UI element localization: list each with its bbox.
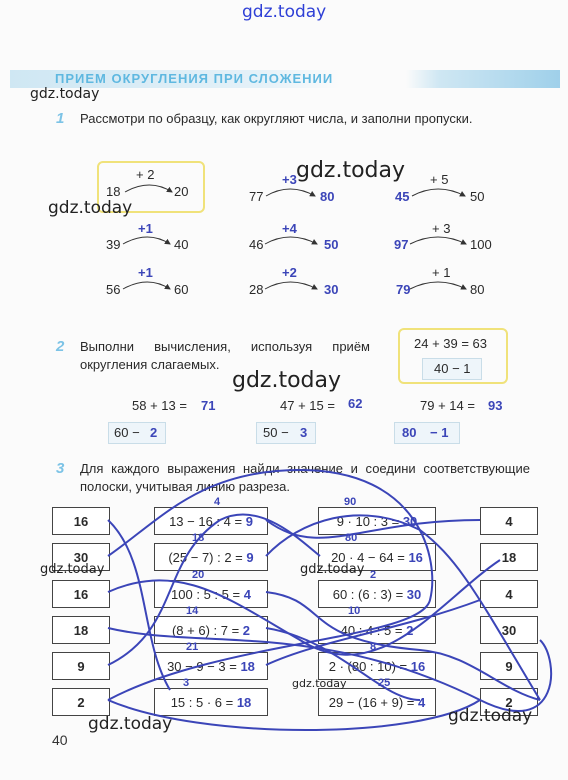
watermark: gdz.today	[30, 86, 100, 102]
answer: 4	[418, 694, 426, 710]
expression: 30 − 9 − 3 =	[167, 658, 237, 674]
expression: 9 · 10 : 3 =	[336, 513, 400, 529]
watermark: gdz.today	[296, 158, 406, 183]
hint-top: 24 + 39 = 63	[414, 336, 488, 351]
from-number: 28	[249, 282, 264, 297]
note: 14	[186, 605, 199, 617]
rounded: 80	[402, 425, 417, 440]
add-label: + 2	[136, 167, 155, 182]
answer: 18	[236, 694, 252, 710]
strip-value: 30	[73, 549, 89, 565]
expression: 100 : 5 : 5 =	[171, 586, 241, 602]
add-answer: +1	[138, 265, 153, 280]
note: 90	[344, 496, 357, 508]
note: 10	[348, 605, 361, 617]
answer: 71	[201, 398, 216, 413]
from-number: 46	[249, 237, 264, 252]
task-3-number: 3	[56, 460, 65, 477]
answer: 30	[402, 513, 418, 529]
note: 21	[186, 641, 199, 653]
rounded-answer: 2	[150, 425, 158, 440]
task-1-text: Рассмотри по образцу, как округляют числа, и заполни пропуски.	[80, 111, 473, 126]
strip-value: 18	[501, 549, 517, 565]
hint-bottom: 40 − 1	[434, 361, 471, 376]
answer: 2	[406, 622, 414, 638]
to-number: 60	[174, 282, 189, 297]
from-answer: 97	[394, 237, 409, 252]
note: 18	[192, 532, 205, 544]
answer: 30	[406, 586, 422, 602]
expression: 13 − 16 : 4 =	[169, 513, 243, 529]
add-label: + 1	[432, 265, 451, 280]
to-answer: 30	[324, 282, 339, 297]
expression: 20 · 4 − 64 =	[331, 549, 405, 565]
add-answer: +3	[282, 172, 297, 187]
answer: 62	[348, 396, 363, 411]
to-answer: 80	[320, 189, 335, 204]
note: 2	[370, 569, 377, 581]
add-answer: +4	[282, 221, 297, 236]
from-number: 56	[106, 282, 121, 297]
note: 20	[192, 569, 205, 581]
expression: 29 − (16 + 9) =	[328, 694, 415, 710]
answer: 9	[245, 513, 253, 529]
to-number: 80	[470, 282, 485, 297]
rounded-answer: 3	[300, 425, 308, 440]
task-1-number: 1	[56, 110, 65, 127]
expression: 40 : 4 : 5 =	[340, 622, 403, 638]
answer: 9	[246, 549, 254, 565]
answer: 2	[242, 622, 251, 638]
note: 8	[370, 641, 377, 653]
strip-value: 2	[505, 694, 513, 710]
from-number: 18	[106, 184, 121, 199]
watermark: gdz.today	[300, 562, 365, 577]
answer: 16	[408, 549, 423, 565]
from-number: 39	[106, 237, 121, 252]
watermark: gdz.today	[40, 562, 105, 577]
to-number: 20	[174, 184, 189, 199]
watermark: gdz.today	[292, 677, 347, 690]
watermark-top: gdz.today	[242, 2, 327, 22]
strip-value: 30	[501, 622, 517, 638]
add-label: + 5	[430, 172, 449, 187]
note: 80	[345, 532, 358, 544]
answer: 93	[488, 398, 503, 413]
watermark: gdz.today	[48, 198, 133, 218]
strip-value: 9	[505, 658, 513, 674]
from-answer: 45	[395, 189, 410, 204]
to-answer: 50	[324, 237, 339, 252]
to-number: 40	[174, 237, 189, 252]
page-number: 40	[52, 732, 68, 748]
task-2-number: 2	[56, 338, 65, 355]
add-label: + 3	[432, 221, 451, 236]
expression: 58 + 13 =	[132, 398, 187, 413]
watermark: gdz.today	[448, 706, 533, 726]
rounded: 50 −	[263, 425, 289, 440]
strip-value: 18	[73, 622, 89, 638]
expression: (8 + 6) : 7 =	[171, 622, 240, 638]
rounded: 60 −	[114, 425, 140, 440]
expression: (25 − 7) : 2 =	[168, 549, 243, 565]
watermark: gdz.today	[88, 714, 173, 734]
to-number: 100	[470, 237, 492, 252]
task-3-text: Для каждого выражения найди значение и соедини соответствующие полоски, учитывая линию разреза.	[80, 461, 530, 494]
task-2-text: Выполни вычисления, используя приём округления слагаемых.	[80, 339, 370, 372]
strip-value: 4	[505, 586, 513, 602]
watermark: gdz.today	[232, 368, 342, 393]
add-answer: +1	[138, 221, 153, 236]
from-answer: 79	[396, 282, 411, 297]
expression: 2 · (80 : 10) =	[328, 658, 408, 674]
from-number: 77	[249, 189, 264, 204]
note: 3	[183, 677, 190, 689]
section-heading: ПРИЕМ ОКРУГЛЕНИЯ ПРИ СЛОЖЕНИИ	[55, 71, 334, 86]
expression: 15 : 5 · 6 =	[170, 694, 234, 710]
note: 25	[378, 677, 391, 689]
strip-value: 4	[505, 513, 513, 529]
expression: 79 + 14 =	[420, 398, 475, 413]
note: 4	[214, 496, 221, 508]
add-answer: +2	[282, 265, 297, 280]
answer: 4	[243, 586, 251, 602]
strip-value: 16	[73, 586, 89, 602]
expression: 47 + 15 =	[280, 398, 335, 413]
rounded-answer: − 1	[430, 425, 449, 440]
to-number: 50	[470, 189, 485, 204]
strip-value: 16	[73, 513, 89, 529]
answer: 18	[240, 658, 255, 674]
answer: 16	[410, 658, 426, 674]
expression: 60 : (6 : 3) =	[332, 586, 404, 602]
strip-value: 2	[77, 694, 85, 710]
strip-value: 9	[77, 658, 85, 674]
